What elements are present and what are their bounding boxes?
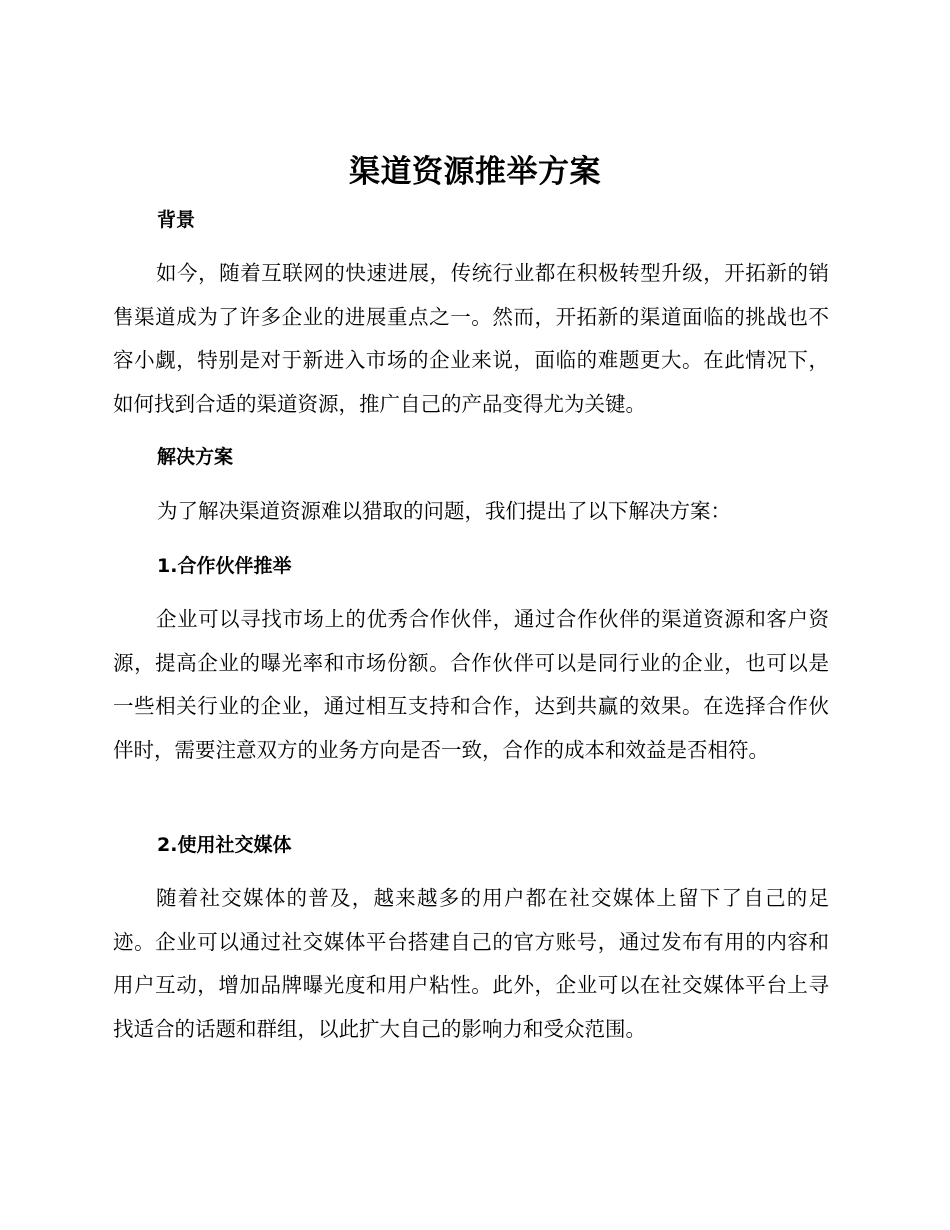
heading-partner: 1.合作伙伴推举	[157, 555, 292, 577]
paragraph-solution-intro: 为了解决渠道资源难以猎取的问题，我们提出了以下解决方案：	[157, 499, 731, 523]
paragraph-partner: 企业可以寻找市场上的优秀合作伙伴，通过合作伙伴的渠道资源和客户资源，提高企业的曝光率和市场份额。合作伙伴可以是同行业的企业，也可以是一些相关行业的企业，通过相互支持和合作，达到共赢的效果。在选择合作伙伴时，需要注意双方的业务方向是否一致，合作的成本和效益是否相符。	[113, 607, 829, 762]
heading-background: 背景	[157, 209, 196, 231]
paragraph-background: 如今，随着互联网的快速进展，传统行业都在积极转型升级，开拓新的销售渠道成为了许多企业的进展重点之一。然而，开拓新的渠道面临的挑战也不容小觑，特别是对于新进入市场的企业来说，面临的难题更大。在此情况下，如何找到合适的渠道资源，推广自己的产品变得尤为关键。	[113, 261, 829, 416]
document-title: 渠道资源推举方案	[349, 154, 601, 190]
heading-social-media: 2.使用社交媒体	[157, 834, 292, 856]
paragraph-social-media: 随着社交媒体的普及，越来越多的用户都在社交媒体上留下了自己的足迹。企业可以通过社交媒体平台搭建自己的官方账号，通过发布有用的内容和用户互动，增加品牌曝光度和用户粘性。此外，企业可以在社交媒体平台上寻找适合的话题和群组，以此扩大自己的影响力和受众范围。	[113, 886, 829, 1041]
heading-solution: 解决方案	[157, 446, 234, 468]
